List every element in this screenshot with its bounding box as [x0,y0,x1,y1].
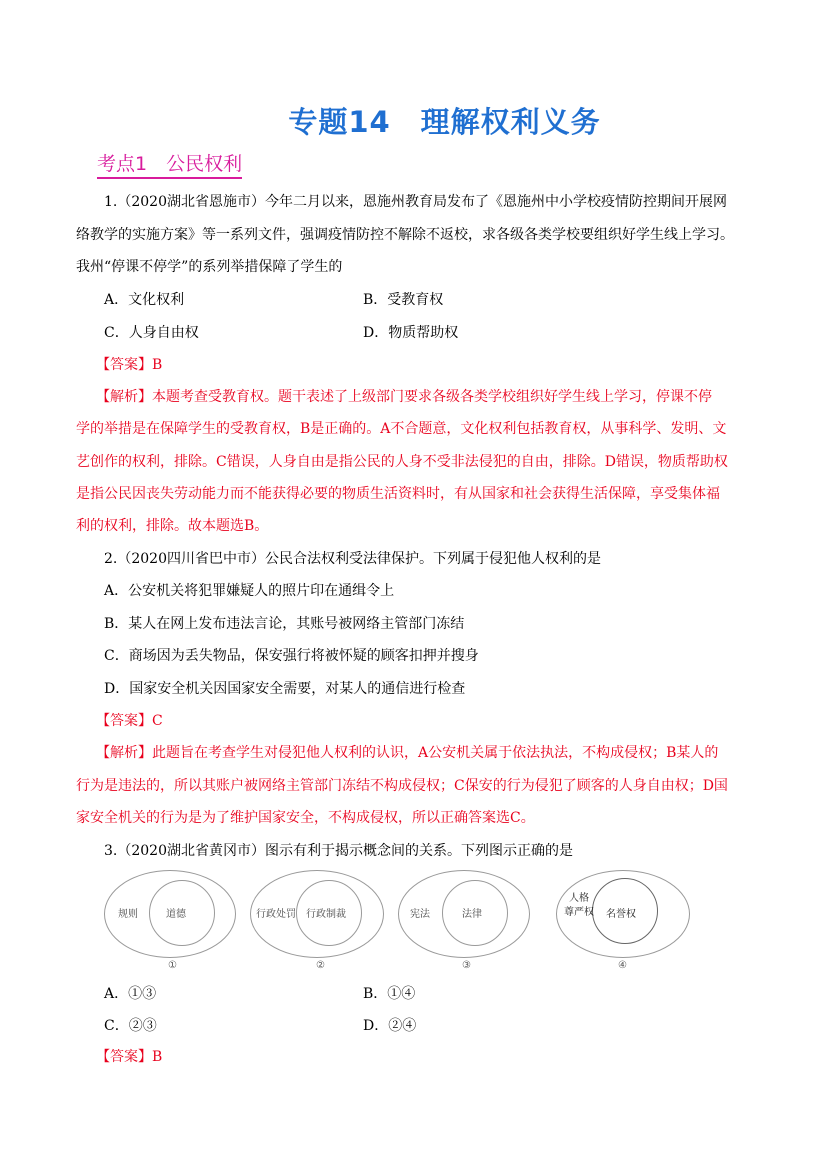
diagram-1-inner-label: 道德 [166,909,186,920]
q1-option-a: A．文化权利 [104,292,185,308]
q3-option-d: D．②④ [363,1018,417,1034]
diagram-2-number: ② [316,960,325,971]
diagram-4-outer-label [564,892,594,920]
q1-analysis-line-2: 学的举措是在保障学生的受教育权，B是正确的。A不合题意，文化权利包括教育权，从事科学、发明、文 [76,421,727,437]
q3-option-c: C．②③ [104,1018,157,1034]
diagram-4-number: ④ [618,960,627,971]
q1-analysis-line-4: 是指公民因丧失劳动能力而不能获得必要的物质生活资料时，有从国家和社会获得生活保障，享受集体福 [76,486,720,502]
q2-analysis-line-3: 家安全机关的行为是为了维护国家安全，不构成侵权，所以正确答案选C。 [76,810,535,826]
q3-stem: 3.（2020湖北省黄冈市）图示有利于揭示概念间的关系。下列图示正确的是 [104,843,573,859]
diagram-4-outer-label-line-1: 人格 [569,893,589,904]
q1-stem-line-2: 络教学的实施方案》等一系列文件，强调疫情防控不解除不返校，求各级各类学校要组织好学生线上学习。 [76,227,734,243]
q3-answer: 【答案】B [96,1049,163,1065]
diagram-1-outer-label: 规则 [118,909,138,920]
section-heading: 考点1 公民权利 [97,151,242,179]
diagram-3-inner-label: 法律 [462,909,482,920]
q2-option-c: C．商场因为丢失物品，保安强行将被怀疑的顾客扣押并搜身 [104,648,479,664]
q1-option-c: C．人身自由权 [104,325,199,341]
diagram-4-inner-label: 名誉权 [606,909,636,920]
diagram-2-inner-label: 行政制裁 [306,909,346,920]
q1-stem-line-3: 我州“停课不停学”的系列举措保障了学生的 [76,259,343,275]
diagram-1-number: ① [168,960,177,971]
diagram-3 [398,866,531,976]
q1-option-d: D．物质帮助权 [363,325,459,341]
q1-analysis-line-1: 【解析】本题考查受教育权。题干表述了上级部门要求各级各类学校组织好学生线上学习，停课不停 [96,389,712,405]
diagram-2 [250,866,385,976]
diagram-4 [556,866,690,976]
q1-analysis-line-5: 利的权利，排除。故本题选B。 [76,518,269,534]
q1-answer: 【答案】B [96,357,163,373]
q1-analysis-line-3: 艺创作的权利，排除。C错误，人身自由是指公民的人身不受非法侵犯的自由，排除。D错误，物质帮助权 [76,454,728,470]
q2-analysis-line-1: 【解析】此题旨在考查学生对侵犯他人权利的认识，A公安机关属于依法执法，不构成侵权；B某人的 [96,745,719,761]
q2-analysis-line-2: 行为是违法的，所以其账户被网络主管部门冻结不构成侵权；C保安的行为侵犯了顾客的人身自由权；D国 [76,778,728,794]
q2-option-b: B．某人在网上发布违法言论，其账号被网络主管部门冻结 [104,616,465,632]
q2-stem: 2.（2020四川省巴中市）公民合法权利受法律保护。下列属于侵犯他人权利的是 [104,551,601,567]
q2-answer: 【答案】C [96,713,163,729]
q1-option-b: B．受教育权 [363,292,444,308]
page-title: 专题14 理解权利义务 [288,105,601,139]
diagram-1 [104,866,236,976]
q1-stem-line-1: 1.（2020湖北省恩施市）今年二月以来，恩施州教育局发布了《恩施州中小学校疫情防控期间开展网 [104,194,727,210]
q2-option-a: A．公安机关将犯罪嫌疑人的照片印在通缉令上 [104,583,395,599]
diagram-3-number: ③ [462,960,471,971]
diagram-4-outer-label-line-2: 尊严权 [564,907,594,918]
q2-option-d: D．国家安全机关因国家安全需要，对某人的通信进行检查 [104,681,466,697]
diagram-3-outer-label: 宪法 [410,909,430,920]
diagram-2-outer-label: 行政处罚 [256,909,296,920]
q3-option-b: B．①④ [363,986,416,1002]
q3-option-a: A．①③ [104,986,157,1002]
